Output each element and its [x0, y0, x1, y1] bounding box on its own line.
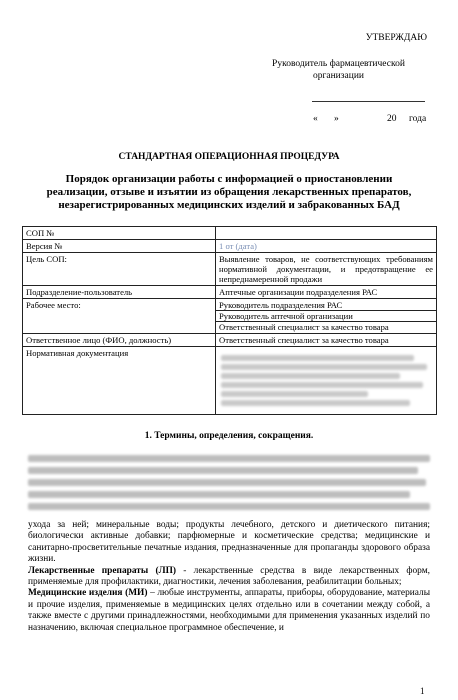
workplace-item-3: Ответственный специалист за качество товара [216, 321, 436, 332]
table-row-version [23, 240, 437, 253]
version-date: от (дата) [225, 241, 257, 251]
quote-open: « [313, 114, 318, 124]
year-prefix: 20 [387, 114, 397, 124]
body-text [28, 520, 430, 634]
year-suffix: года [409, 114, 427, 124]
blurred-text-block [219, 348, 433, 413]
sop-info-table [22, 226, 437, 415]
term-lp: Лекарственные препараты (ЛП) [28, 565, 177, 576]
version-value [216, 240, 437, 253]
workplace-item-2: Руководитель аптечной организации [216, 310, 436, 321]
paragraph-lp [28, 566, 430, 589]
definition-mi: – любые инструменты, аппараты, приборы, оборудование, материалы и прочие изделия, применяемые в медицинских целях отдельно или в сочетании между собой, а также вместе с другими принадлежностями, необходимыми для применения указанных изделий по назначению, включая специальное программное обеспечение, и [28, 588, 430, 633]
table-row-goal [23, 253, 437, 286]
paragraph-continuation: ухода за ней; минеральные воды; продукты лечебного, детского и диетического питания; биологически активные добавки; парфюмерные и косметические средства; медицинские и санитарно-просветительные печатные издания, предназначенные для пропаганды здорового образа жизни. [28, 520, 430, 565]
document-type: СТАНДАРТНАЯ ОПЕРАЦИОННАЯ ПРОЦЕДУРА [118, 152, 340, 162]
section-1-heading: 1. Термины, определения, сокращения. [144, 431, 314, 441]
unit-value: Аптечные организации подразделения РАС [216, 286, 437, 299]
blurred-paragraph [28, 450, 430, 515]
table-row-responsible [23, 334, 437, 347]
version-label: Версия № [23, 240, 216, 253]
sop-number-value [216, 227, 437, 240]
table-row-unit [23, 286, 437, 299]
term-mi: Медицинские изделия (МИ) [28, 588, 148, 599]
approver-role-line1: Руководитель фармацевтической [272, 59, 405, 69]
page-number: 1 [420, 686, 425, 696]
definition-lp: - лекарственные средства в виде лекарственных форм, применяемые для профилактики, диагностики, лечения заболевания, реабилитации больных; [28, 565, 430, 588]
responsible-value: Ответственный специалист за качество товара [216, 334, 437, 347]
version-number: 1 [219, 241, 224, 251]
workplace-label: Рабочее место: [23, 299, 216, 334]
workplace-values [216, 299, 437, 334]
approval-heading: УТВЕРЖДАЮ [365, 33, 427, 43]
title-line-1: Порядок организации работы с информацией о приостановлении [65, 173, 393, 185]
signature-line [312, 101, 425, 102]
unit-label: Подразделение-пользователь [23, 286, 216, 299]
workplace-item-1: Руководитель подразделения РАС [219, 300, 343, 310]
sop-number-label: СОП № [23, 227, 216, 240]
normative-value-blurred [216, 347, 437, 415]
normative-label: Нормативная документация [23, 347, 216, 415]
quote-close: » [334, 114, 339, 124]
paragraph-mi [28, 588, 430, 634]
approver-role [250, 58, 427, 82]
goal-label: Цель СОП: [23, 253, 216, 286]
responsible-label: Ответственное лицо (ФИО, должность) [23, 334, 216, 347]
goal-value: Выявление товаров, не соответствующих требованиям нормативной документации, и предотвращение ее непреднамеренной продажи [216, 253, 437, 286]
approver-role-line2: организации [312, 71, 364, 81]
document-title [36, 173, 422, 212]
title-line-3: незарегистрированных медицинских изделий и забракованных БАД [58, 199, 400, 211]
title-line-2: реализации, отзыве и изъятии из обращения лекарственных препаратов, [46, 186, 412, 198]
table-row-sop [23, 227, 437, 240]
table-row-workplace [23, 299, 437, 334]
table-row-normative [23, 347, 437, 415]
